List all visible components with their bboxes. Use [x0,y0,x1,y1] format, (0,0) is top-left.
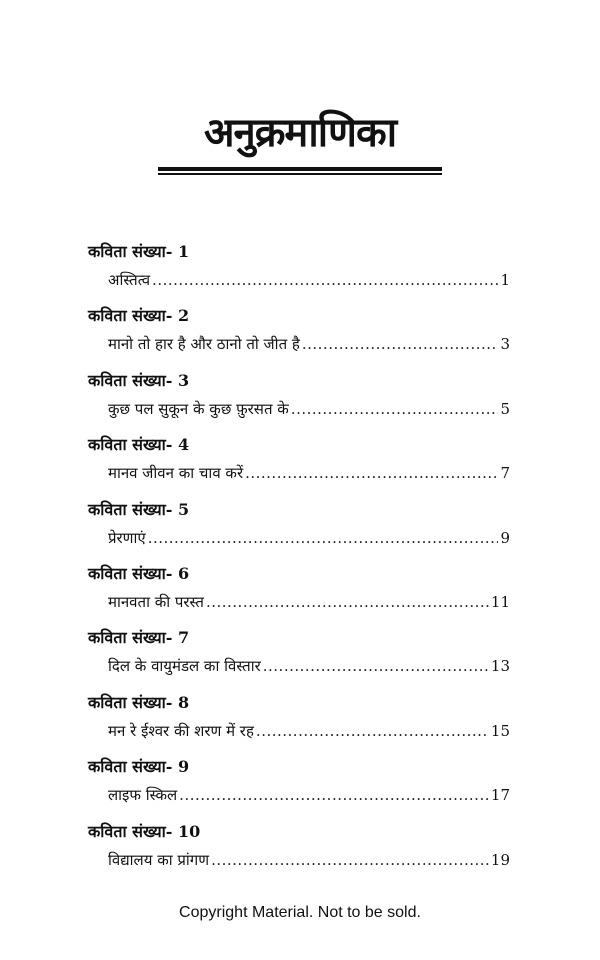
toc-entry-7 [88,624,510,688]
title-underline-thin [158,173,442,175]
toc-page-number: 17 [490,786,510,805]
toc-item-title: मानवता की परस्त [108,592,204,611]
dot-leader [291,395,499,423]
toc-page-number: 15 [490,721,510,740]
toc-item-title: मानव जीवन का चाव करें [108,464,244,483]
toc-item-title: मन रे ईश्वर की शरण में रह [108,721,254,740]
dot-leader [256,717,489,745]
toc-item[interactable] [108,717,510,745]
toc-item[interactable] [108,652,510,680]
toc-item-title: लाइफ स्किल [108,786,178,805]
toc-entry-8 [88,689,510,753]
toc-item-title: दिल के वायुमंडल का विस्तार [108,657,261,676]
dot-leader [263,652,489,680]
toc-entry-5 [88,496,510,560]
toc-item[interactable] [108,266,510,294]
dot-leader [179,781,489,809]
toc-entry-2 [88,302,510,366]
toc-page-number: 3 [500,335,510,354]
dot-leader [148,524,499,552]
dot-leader [302,330,499,358]
dot-leader [206,588,489,616]
toc-entry-10 [88,818,510,882]
toc-item[interactable] [108,330,510,358]
toc-item-title: मानो तो हार है और ठानो तो जीत है [108,335,300,354]
toc-page-number: 7 [500,464,510,483]
toc-item[interactable] [108,459,510,487]
dot-leader [152,266,498,294]
toc-item[interactable] [108,781,510,809]
toc-item[interactable] [108,395,510,423]
table-of-contents [88,238,510,882]
toc-heading: कविता संख्या- 6 [88,563,190,583]
toc-page-number: 9 [500,528,510,547]
dot-leader [245,459,498,487]
toc-page-number: 13 [490,657,510,676]
toc-entry-1 [88,238,510,302]
toc-page-number: 11 [490,592,510,611]
toc-item-title: प्रेरणाएं [108,528,146,547]
toc-item[interactable] [108,588,510,616]
toc-item[interactable] [108,846,510,874]
toc-entry-6 [88,560,510,624]
toc-item-title: कुछ पल सुकून के कुछ फ़ुरसत के [108,399,289,418]
title-underline-thick [158,167,442,171]
toc-page-number: 19 [490,850,510,869]
page-title: अनुक्रमाणिका [203,109,397,156]
toc-heading: कविता संख्या- 9 [88,757,190,777]
toc-heading: कविता संख्या- 8 [88,692,190,712]
toc-entry-9 [88,753,510,817]
toc-heading: कविता संख्या- 1 [88,242,190,261]
toc-item-title: अस्तित्व [108,271,151,289]
toc-page-number: 5 [500,399,510,418]
toc-heading: कविता संख्या- 7 [88,628,190,648]
toc-item[interactable] [108,524,510,552]
dot-leader [211,846,489,874]
toc-item-title: विद्यालय का प्रांगण [108,850,210,869]
copyright-notice: Copyright Material. Not to be sold. [179,904,421,921]
toc-heading: कविता संख्या- 5 [88,499,190,519]
toc-entry-3 [88,367,510,431]
toc-heading: कविता संख्या- 3 [88,370,190,390]
toc-page-number: 1 [500,271,510,289]
toc-heading: कविता संख्या- 10 [88,821,201,841]
toc-heading: कविता संख्या- 4 [88,435,190,455]
toc-entry-4 [88,431,510,495]
toc-heading: कविता संख्या- 2 [88,306,190,326]
